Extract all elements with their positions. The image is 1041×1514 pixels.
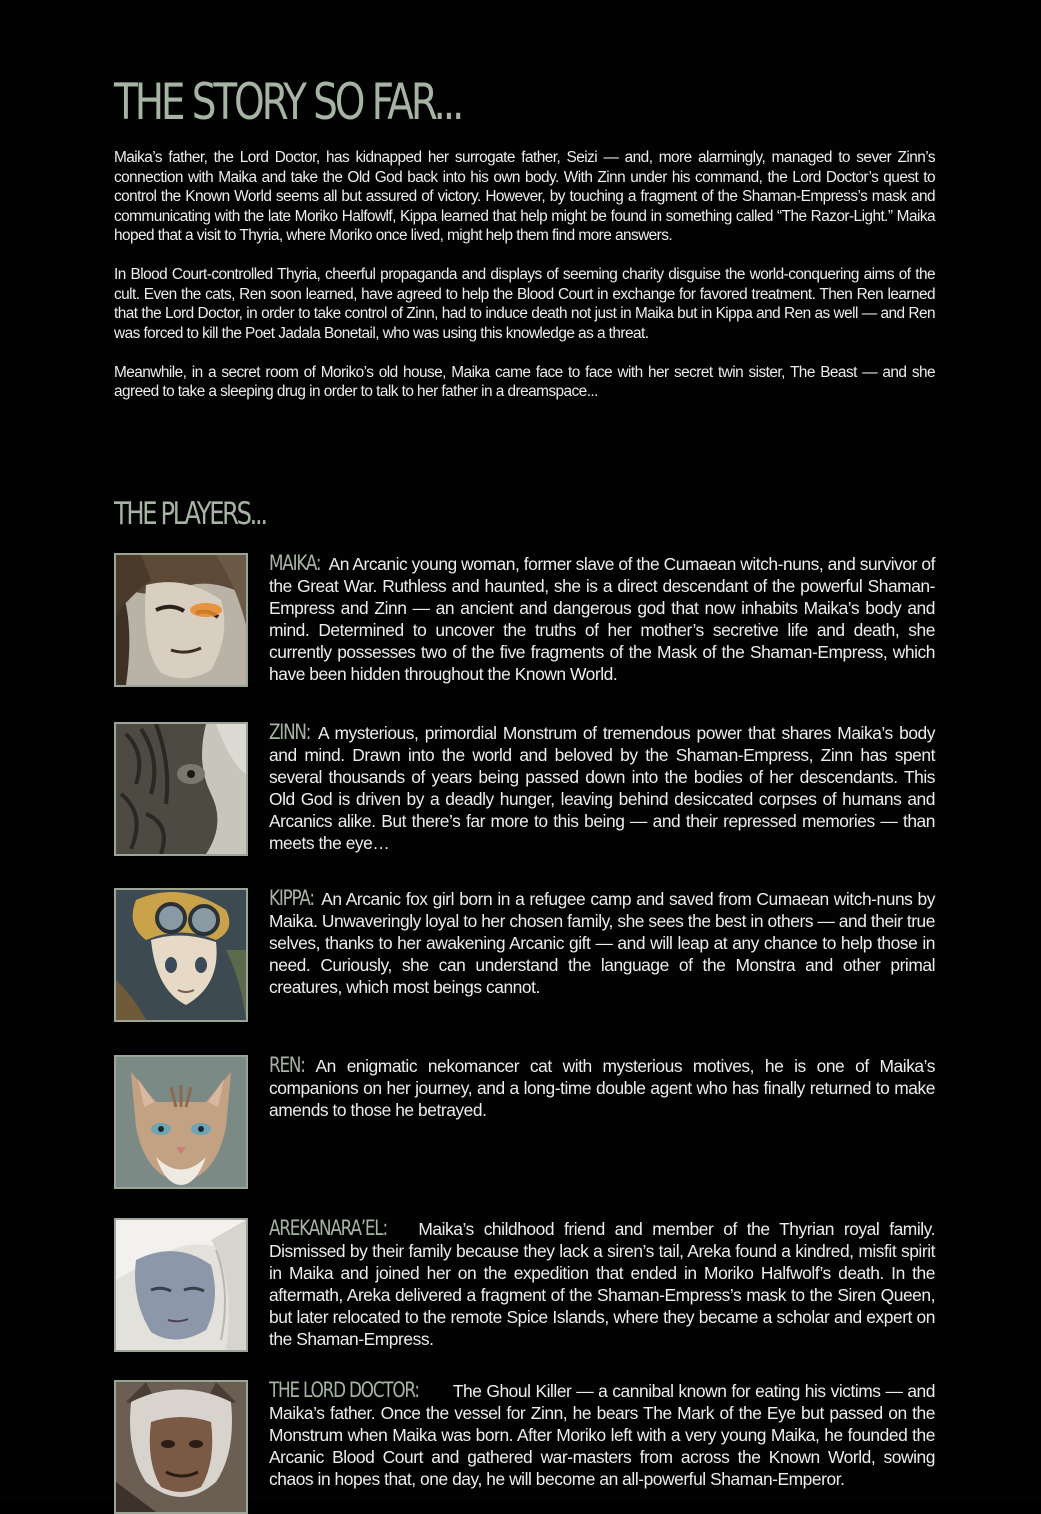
maika-portrait (114, 553, 248, 687)
player-name: AREKANARA’EL: (269, 1216, 387, 1240)
player-bio (269, 888, 935, 999)
player-name: THE LORD DOCTOR: (269, 1378, 419, 1402)
story-paragraph: In Blood Court-controlled Thyria, cheerful propaganda and displays of seeming charity disguise the world-conquering aims of the cult. Even the cats, Ren soon learned, have agreed to help the Blood Court in exchange for favored treatment. Then Ren learned that the Lord Doctor, in order to take control of Zinn, had to induce death not just in Maika but in Kippa and Ren as well — and Ren was forced to kill the Poet Jadala Bonetail, who was using this knowledge as a threat. (114, 266, 935, 342)
player-name: REN: (269, 1053, 305, 1077)
player-bio (269, 1380, 935, 1491)
arekanarael-portrait (114, 1218, 248, 1352)
player-bio (269, 553, 935, 685)
ren-portrait (114, 1055, 248, 1189)
story-summary (114, 148, 935, 421)
player-name: MAIKA: (269, 551, 321, 575)
player-name: KIPPA: (269, 886, 314, 910)
zinn-portrait (114, 722, 248, 856)
story-paragraph: Meanwhile, in a secret room of Moriko’s old house, Maika came face to face with her secret twin sister, The Beast — and she agreed to take a sleeping drug in order to talk to her father in a dreamspace... (114, 363, 935, 400)
players-title: THE PLAYERS... (114, 496, 266, 532)
player-description: A mysterious, primordial Monstrum of tremendous power that shares Maika’s body and mind. Drawn into the world and beloved by the Shaman-Empress, Zinn has spent several thousands of years being passed down into the bodies of her descendants. This Old God is driven by a deadly hunger, leaving behind desiccated corpses of humans and Arcanics alike. But there’s far more to this being — and their repressed memories — than meets the eye… (269, 723, 936, 853)
story-paragraph: Maika’s father, the Lord Doctor, has kidnapped her surrogate father, Seizi — and, more alarmingly, managed to sever Zinn’s connection with Maika and take the Old God back into his own body. With Zinn under his command, the Lord Doctor’s quest to control the Known World seems all but assured of victory. However, by touching a fragment of the Shaman-Empress’s mask and communicating with the late Moriko Halfowlf, Kippa learned that help might be found in something called “The Razor-Light.” Maika hoped that a visit to Thyria, where Moriko once lived, might help them find more answers. (114, 149, 935, 244)
player-name: ZINN: (269, 720, 311, 744)
lord-doctor-portrait (114, 1380, 248, 1514)
player-description: An Arcanic young woman, former slave of the Cumaean witch-nuns, and survivor of the Great War. Ruthless and haunted, she is a direct descendant of the powerful Shaman-Empress and Zinn — an ancient and dangerous god that now inhabits Maika’s body and mind. Determined to uncover the truths of her mother’s secretive life and death, she currently possesses two of the five fragments of the Mask of the Shaman-Empress, which have been hidden throughout the Known World. (269, 554, 935, 684)
player-bio (269, 722, 935, 854)
player-description: The Ghoul Killer — a cannibal known for eating his victims — and Maika’s father. Once the vessel for Zinn, he bears The Mark of the Eye but passed on the Monstrum when Maika was born. After Moriko left with a very young Maika, he founded the Arcanic Blood Court and gathered war-masters from across the Known World, sowing chaos in hopes that, one day, he will become an all-powerful Shaman-Emperor. (269, 1381, 935, 1489)
kippa-portrait (114, 888, 248, 1022)
player-bio (269, 1055, 935, 1122)
player-bio (269, 1218, 935, 1350)
player-description: Maika’s childhood friend and member of the Thyrian royal family. Dismissed by their family because they lack a siren’s tail, Areka found a kindred, misfit spirit in Maika and joined her on the expedition that ended in Moriko Halfwolf’s death. In the aftermath, Areka delivered a fragment of the Shaman-Empress’s mask to the Siren Queen, but later relocated to the remote Spice Islands, where they became a scholar and expert on the Shaman-Empress. (269, 1219, 935, 1349)
story-title: THE STORY SO FAR... (114, 73, 462, 131)
player-description: An enigmatic nekomancer cat with mysterious motives, he is one of Maika’s companions on her journey, and a long-time double agent who has finally returned to make amends to those he betrayed. (269, 1056, 935, 1120)
player-description: An Arcanic fox girl born in a refugee camp and saved from Cumaean witch-nuns by Maika. Unwaveringly loyal to her chosen family, she sees the best in others — and their true selves, thanks to her awakening Arcanic gift — and will leap at any chance to help those in need. Curiously, she can understand the language of the Monstra and other primal creatures, which most beings cannot. (269, 889, 936, 997)
